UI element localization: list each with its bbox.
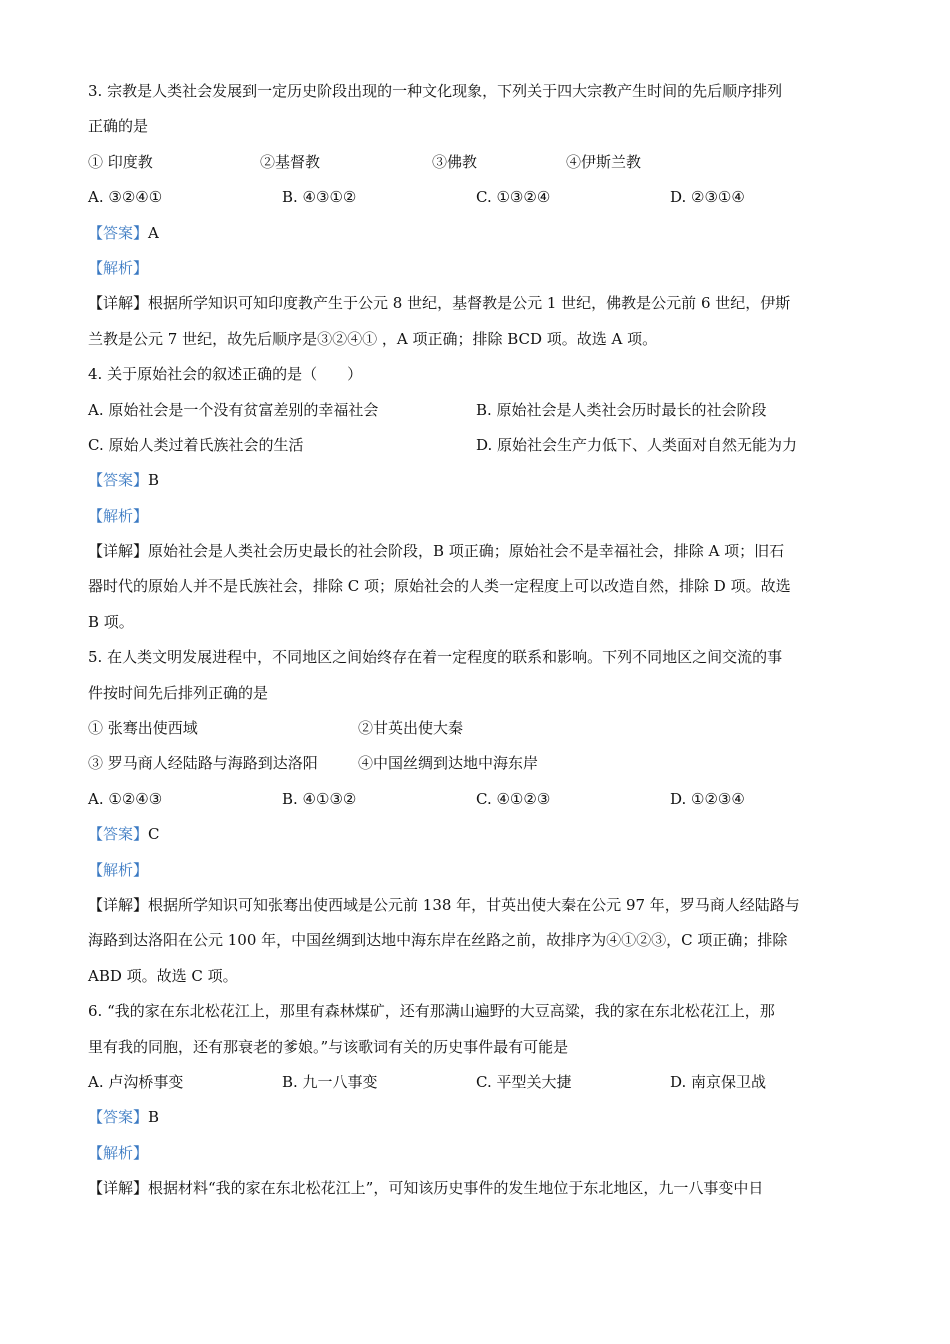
question-3-answer bbox=[88, 216, 868, 251]
question-6-analysis-label: 【解析】 bbox=[88, 1143, 149, 1162]
question-3-analysis-label: 【解析】 bbox=[88, 258, 149, 277]
question-6-stem-line-1: 6. “我的家在东北松花江上，那里有森林煤矿，还有那满山遍野的大豆高粱，我的家在东北松花江上，那 bbox=[88, 1002, 775, 1021]
question-6-answer bbox=[88, 1100, 868, 1135]
question-6-option-c: C. 平型关大捷 bbox=[476, 1072, 572, 1091]
question-3-option-c: C. ①③②④ bbox=[476, 188, 551, 207]
answer-label: 【答案】 bbox=[88, 1108, 149, 1127]
question-4-option-c: C. 原始人类过着氏族社会的生活 bbox=[88, 435, 304, 454]
detail-label: 【详解】 bbox=[88, 294, 149, 313]
question-5-stem-line-1: 5. 在人类文明发展进程中，不同地区之间始终存在着一定程度的联系和影响。下列不同地区之间交流的事 bbox=[88, 648, 783, 667]
detail-text: 原始社会是人类社会历史最长的社会阶段，B 项正确；原始社会不是幸福社会，排除 A 项；旧石 bbox=[148, 542, 785, 561]
question-3-option-a: A. ③②④① bbox=[88, 188, 163, 207]
answer-label: 【答案】 bbox=[88, 223, 149, 242]
question-3-item-2: ②基督教 bbox=[260, 152, 321, 171]
question-3-stem-line-2: 正确的是 bbox=[88, 117, 149, 136]
question-4-detail-line-1 bbox=[88, 534, 868, 569]
question-6-detail-line-1 bbox=[88, 1171, 868, 1206]
question-5-option-a: A. ①②④③ bbox=[88, 789, 163, 808]
question-3-items bbox=[88, 145, 868, 180]
detail-text: 根据所学知识可知张骞出使西域是公元前 138 年，甘英出使大秦在公元 97 年，罗马商人经陆路与 bbox=[148, 895, 800, 914]
question-5-option-d: D. ①②③④ bbox=[670, 789, 745, 808]
question-3-item-1: ① 印度教 bbox=[88, 152, 153, 171]
question-4-detail-line-2: 器时代的原始人并不是氏族社会，排除 C 项；原始社会的人类一定程度上可以改造自然，排除 D 项。故选 bbox=[88, 577, 791, 596]
answer-value: A bbox=[148, 223, 159, 242]
detail-label: 【详解】 bbox=[88, 895, 149, 914]
question-4-analysis-label: 【解析】 bbox=[88, 506, 149, 525]
question-5-options bbox=[88, 782, 868, 817]
question-5-analysis-label: 【解析】 bbox=[88, 860, 149, 879]
question-5-detail-line-3: ABD 项。故选 C 项。 bbox=[88, 966, 238, 985]
question-5-item-1: ① 张骞出使西域 bbox=[88, 719, 198, 738]
question-5-item-2: ②甘英出使大秦 bbox=[358, 719, 464, 738]
question-6-option-a: A. 卢沟桥事变 bbox=[88, 1072, 184, 1091]
document-page bbox=[88, 74, 868, 1207]
answer-value: C bbox=[148, 825, 160, 844]
question-4-option-b: B. 原始社会是人类社会历时最长的社会阶段 bbox=[476, 400, 767, 419]
answer-label: 【答案】 bbox=[88, 471, 149, 490]
question-6-option-b: B. 九一八事变 bbox=[282, 1072, 378, 1091]
question-6-option-d: D. 南京保卫战 bbox=[670, 1072, 767, 1091]
question-4-option-d: D. 原始社会生产力低下、人类面对自然无能为力 bbox=[476, 435, 798, 454]
question-4-stem-line-1: 4. 关于原始社会的叙述正确的是（ ） bbox=[88, 365, 363, 384]
question-3-detail-line-2: 兰教是公元 7 世纪，故先后顺序是③②④① ，A 项正确；排除 BCD 项。故选 A 项。 bbox=[88, 329, 658, 348]
question-5-answer bbox=[88, 817, 868, 852]
answer-value: B bbox=[148, 1108, 160, 1127]
question-3-stem-line-1: 3. 宗教是人类社会发展到一定历史阶段出现的一种文化现象，下列关于四大宗教产生时间的先后顺序排列 bbox=[88, 82, 783, 100]
question-5-option-b: B. ④①③② bbox=[282, 789, 357, 808]
question-5-item-3: ③ 罗马商人经陆路与海路到达洛阳 bbox=[88, 754, 318, 773]
question-3-options bbox=[88, 180, 868, 215]
question-4-detail-line-3: B 项。 bbox=[88, 612, 134, 631]
detail-text: 根据所学知识可知印度教产生于公元 8 世纪，基督教是公元 1 世纪，佛教是公元前 6 世纪，伊斯 bbox=[148, 294, 791, 313]
question-3-option-d: D. ②③①④ bbox=[670, 188, 745, 207]
question-4-answer bbox=[88, 463, 868, 498]
question-4-options-row-2 bbox=[88, 428, 868, 463]
detail-text: 根据材料“我的家在东北松花江上”，可知该历史事件的发生地位于东北地区，九一八事变中日 bbox=[148, 1179, 764, 1198]
question-6-options bbox=[88, 1065, 868, 1100]
question-5-stem-line-2: 件按时间先后排列正确的是 bbox=[88, 683, 269, 702]
question-4-options-row-1 bbox=[88, 393, 868, 428]
question-3-item-4: ④伊斯兰教 bbox=[566, 152, 642, 171]
question-5-detail-line-2: 海路到达洛阳在公元 100 年，中国丝绸到达地中海东岸在丝路之前，故排序为④①②③，C 项正确；排除 bbox=[88, 931, 788, 950]
answer-label: 【答案】 bbox=[88, 825, 149, 844]
question-3-option-b: B. ④③①② bbox=[282, 188, 357, 207]
detail-label: 【详解】 bbox=[88, 1179, 149, 1198]
question-5-detail-line-1 bbox=[88, 888, 868, 923]
question-6-stem-line-2: 里有我的同胞，还有那衰老的爹娘。”与该歌词有关的历史事件最有可能是 bbox=[88, 1037, 569, 1056]
question-5-option-c: C. ④①②③ bbox=[476, 789, 551, 808]
answer-value: B bbox=[148, 471, 160, 490]
question-5-items-row-1 bbox=[88, 711, 868, 746]
detail-label: 【详解】 bbox=[88, 542, 149, 561]
question-5-item-4: ④中国丝绸到达地中海东岸 bbox=[358, 754, 539, 773]
question-3-detail-line-1 bbox=[88, 286, 868, 321]
question-4-option-a: A. 原始社会是一个没有贫富差别的幸福社会 bbox=[88, 400, 379, 419]
question-3-item-3: ③佛教 bbox=[432, 152, 478, 171]
question-5-items-row-2 bbox=[88, 746, 868, 781]
